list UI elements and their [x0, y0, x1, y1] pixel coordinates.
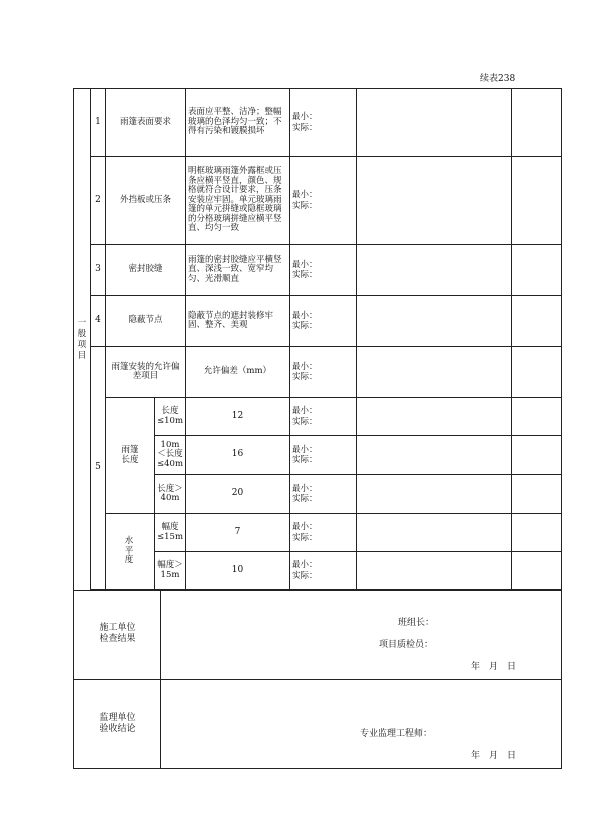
actual-label: 实际： — [291, 494, 318, 504]
construction-section — [74, 591, 562, 680]
min-label: 最小： — [291, 522, 318, 532]
table-row — [74, 296, 562, 347]
measure-cell — [289, 552, 356, 590]
actual-label: 实际： — [291, 122, 318, 133]
continuation-label: 续表238 — [480, 74, 516, 84]
actual-label: 实际： — [291, 200, 318, 211]
actual-label: 实际： — [291, 321, 318, 331]
min-label: 最小： — [291, 190, 318, 200]
supervision-date: 年 月 日 — [471, 751, 517, 761]
min-label: 最小： — [291, 406, 318, 416]
min-label: 最小： — [291, 560, 318, 570]
remark-cell[interactable] — [511, 436, 561, 475]
remark-cell[interactable] — [511, 296, 561, 347]
tolerance-value: 7 — [185, 514, 289, 552]
measure-cell — [289, 347, 356, 398]
actual-label: 实际： — [291, 570, 318, 581]
tolerance-value: 20 — [185, 475, 289, 514]
inspector-label: 项目质检员： — [379, 640, 434, 650]
criteria-text: 雨篷的密封胶缝应平横竖直、深浅一致、宽窄均匀、光滑顺直 — [185, 245, 289, 296]
row-number: 3 — [91, 245, 106, 296]
remark-cell[interactable] — [511, 157, 561, 245]
measure-cell — [289, 436, 356, 475]
supervision-section — [74, 680, 562, 769]
measure-cell — [289, 89, 356, 157]
criteria-text: 表面应平整、洁净；整幅玻璃的色泽均匀一致；不得有污染和镀膜损坏 — [185, 89, 289, 157]
condition-cell: 长度＞40m — [155, 475, 186, 514]
condition-cell: 幅度≤15m — [155, 514, 186, 552]
remark-cell[interactable] — [511, 475, 561, 514]
measure-cell — [289, 398, 356, 436]
measure-cell — [289, 245, 356, 296]
record-cell[interactable] — [356, 347, 511, 398]
construction-date: 年 月 日 — [471, 662, 517, 672]
table-row — [74, 514, 562, 552]
row-number: 5 — [91, 347, 106, 590]
row-number: 4 — [91, 296, 106, 347]
engineer-label: 专业监理工程师： — [360, 729, 433, 739]
remark-cell[interactable] — [511, 347, 561, 398]
record-cell[interactable] — [356, 475, 511, 514]
measure-cell — [289, 296, 356, 347]
tolerance-value: 12 — [185, 398, 289, 436]
record-cell[interactable] — [356, 89, 511, 157]
condition-cell: 长度≤10m — [155, 398, 186, 436]
construction-cell — [74, 591, 562, 680]
remark-cell[interactable] — [511, 552, 561, 590]
length-group-label: 雨篷长度 — [106, 398, 155, 514]
measure-cell — [289, 514, 356, 552]
inspection-table — [73, 88, 562, 769]
min-label: 最小： — [291, 310, 318, 321]
remark-cell[interactable] — [511, 398, 561, 436]
criteria-text: 隐蔽节点的遮封装修牢固、整齐、美观 — [185, 296, 289, 347]
tolerance-value: 10 — [185, 552, 289, 590]
table-row — [74, 157, 562, 245]
supervision-label: 监理单位 验收结论 — [99, 713, 136, 734]
level-group-label: 水平度 — [128, 514, 155, 590]
actual-label: 实际： — [291, 455, 318, 465]
min-label: 最小： — [291, 112, 318, 122]
record-cell[interactable] — [356, 552, 511, 590]
record-cell[interactable] — [356, 157, 511, 245]
min-label: 最小： — [291, 444, 318, 455]
tolerance-value: 16 — [185, 436, 289, 475]
condition-cell: 10m＜长度≤40m — [155, 436, 186, 475]
group-label-general: 一般项目 — [74, 89, 91, 591]
deviation-header-criteria: 允许偏差（mm） — [185, 347, 289, 398]
item-name: 雨篷表面要求 — [106, 89, 186, 157]
criteria-text: 明框玻璃雨篷外露框或压条应横平竖直，颜色、规格就符合设计要求，压条安装应牢固。单元玻璃雨篷的单元拼缝或隐框玻璃的分格玻璃拼缝应横平竖直、均匀一致 — [185, 157, 289, 245]
record-cell[interactable] — [356, 514, 511, 552]
actual-label: 实际： — [291, 270, 318, 280]
remark-cell[interactable] — [511, 89, 561, 157]
remark-cell[interactable] — [511, 514, 561, 552]
team-leader-label: 班组长： — [398, 618, 435, 628]
row-number: 2 — [91, 157, 106, 245]
measure-cell — [289, 157, 356, 245]
row-number: 1 — [91, 89, 106, 157]
record-cell[interactable] — [356, 398, 511, 436]
record-cell[interactable] — [356, 245, 511, 296]
min-label: 最小： — [291, 361, 318, 372]
item-name: 隐蔽节点 — [106, 296, 186, 347]
min-label: 最小： — [291, 259, 318, 270]
table-row — [74, 89, 562, 157]
table-row — [74, 398, 562, 436]
deviation-header-item: 雨篷安装的允许偏差项目 — [106, 347, 186, 398]
remark-cell[interactable] — [511, 245, 561, 296]
table-row — [74, 347, 562, 398]
measure-cell — [289, 475, 356, 514]
record-cell[interactable] — [356, 436, 511, 475]
condition-cell: 幅度＞15m — [155, 552, 186, 590]
actual-label: 实际： — [291, 416, 318, 427]
item-name: 外挡板或压条 — [106, 157, 186, 245]
construction-label: 施工单位 检查结果 — [99, 623, 136, 644]
record-cell[interactable] — [356, 296, 511, 347]
supervision-cell — [74, 680, 562, 769]
actual-label: 实际： — [291, 372, 318, 382]
min-label: 最小： — [291, 483, 318, 494]
item-name: 密封胶缝 — [106, 245, 186, 296]
actual-label: 实际： — [291, 532, 318, 543]
table-row — [74, 245, 562, 296]
